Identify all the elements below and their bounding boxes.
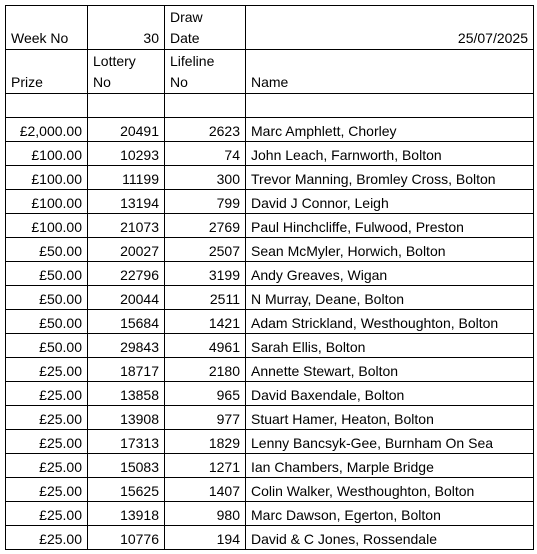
blank-cell bbox=[88, 94, 165, 118]
prize-cell: £25.00 bbox=[6, 454, 88, 478]
winner-name-cell: Sean McMyler, Horwich, Bolton bbox=[246, 238, 534, 262]
lifeline-no-cell: 2623 bbox=[165, 118, 246, 142]
table-row bbox=[6, 166, 534, 190]
table-row bbox=[6, 190, 534, 214]
week-value: 30 bbox=[88, 6, 165, 50]
winner-name-cell: David J Connor, Leigh bbox=[246, 190, 534, 214]
lifeline-no-cell: 194 bbox=[165, 526, 246, 550]
winner-name-cell: Marc Amphlett, Chorley bbox=[246, 118, 534, 142]
lottery-no-cell: 18717 bbox=[88, 358, 165, 382]
table-row bbox=[6, 478, 534, 502]
lottery-no-cell: 17313 bbox=[88, 430, 165, 454]
winner-name-cell: Sarah Ellis, Bolton bbox=[246, 334, 534, 358]
lifeline-no-cell: 1829 bbox=[165, 430, 246, 454]
blank-cell bbox=[165, 94, 246, 118]
lottery-no-cell: 29843 bbox=[88, 334, 165, 358]
prize-cell: £25.00 bbox=[6, 526, 88, 550]
table-row bbox=[6, 454, 534, 478]
lottery-no-cell: 13858 bbox=[88, 382, 165, 406]
lifeline-no-cell: 3199 bbox=[165, 262, 246, 286]
table-row bbox=[6, 430, 534, 454]
column-header-row bbox=[6, 50, 534, 94]
table-row bbox=[6, 118, 534, 142]
lifeline-no-cell: 2511 bbox=[165, 286, 246, 310]
blank-row bbox=[6, 94, 534, 118]
lottery-no-cell: 20027 bbox=[88, 238, 165, 262]
lottery-no-cell: 15625 bbox=[88, 478, 165, 502]
lottery-no-header bbox=[88, 50, 165, 94]
lifeline-no-cell: 977 bbox=[165, 406, 246, 430]
results-table-body bbox=[6, 6, 534, 550]
name-header: Name bbox=[246, 50, 534, 94]
prize-cell: £50.00 bbox=[6, 238, 88, 262]
lottery-no-cell: 10293 bbox=[88, 142, 165, 166]
results-table bbox=[5, 5, 534, 550]
table-row bbox=[6, 358, 534, 382]
prize-cell: £25.00 bbox=[6, 406, 88, 430]
prize-cell: £25.00 bbox=[6, 382, 88, 406]
winner-name-cell: N Murray, Deane, Bolton bbox=[246, 286, 534, 310]
table-row bbox=[6, 214, 534, 238]
table-row bbox=[6, 526, 534, 550]
prize-cell: £50.00 bbox=[6, 334, 88, 358]
table-row bbox=[6, 334, 534, 358]
prize-cell: £100.00 bbox=[6, 190, 88, 214]
table-row bbox=[6, 238, 534, 262]
prize-cell: £50.00 bbox=[6, 286, 88, 310]
prize-cell: £100.00 bbox=[6, 214, 88, 238]
winner-name-cell: Lenny Bancsyk-Gee, Burnham On Sea bbox=[246, 430, 534, 454]
table-row bbox=[6, 310, 534, 334]
draw-date-label-line1: Draw bbox=[170, 9, 203, 25]
lifeline-no-cell: 1407 bbox=[165, 478, 246, 502]
draw-date-value: 25/07/2025 bbox=[246, 6, 534, 50]
winner-name-cell: Annette Stewart, Bolton bbox=[246, 358, 534, 382]
week-row bbox=[6, 6, 534, 50]
lifeline-no-cell: 980 bbox=[165, 502, 246, 526]
table-row bbox=[6, 142, 534, 166]
lifeline-header-line2: No bbox=[170, 74, 188, 90]
prize-cell: £25.00 bbox=[6, 502, 88, 526]
winner-name-cell: Paul Hinchcliffe, Fulwood, Preston bbox=[246, 214, 534, 238]
prize-header: Prize bbox=[6, 50, 88, 94]
winner-name-cell: David & C Jones, Rossendale bbox=[246, 526, 534, 550]
lifeline-no-cell: 2769 bbox=[165, 214, 246, 238]
lottery-no-cell: 20044 bbox=[88, 286, 165, 310]
prize-cell: £25.00 bbox=[6, 478, 88, 502]
lifeline-no-cell: 74 bbox=[165, 142, 246, 166]
prize-cell: £100.00 bbox=[6, 166, 88, 190]
lottery-no-cell: 22796 bbox=[88, 262, 165, 286]
winner-name-cell: David Baxendale, Bolton bbox=[246, 382, 534, 406]
winner-name-cell: John Leach, Farnworth, Bolton bbox=[246, 142, 534, 166]
winner-name-cell: Ian Chambers, Marple Bridge bbox=[246, 454, 534, 478]
lottery-no-cell: 21073 bbox=[88, 214, 165, 238]
draw-date-label-line2: Date bbox=[170, 30, 200, 46]
lifeline-no-cell: 1271 bbox=[165, 454, 246, 478]
lottery-no-cell: 13908 bbox=[88, 406, 165, 430]
lottery-header-line1: Lottery bbox=[93, 53, 136, 69]
lifeline-no-cell: 965 bbox=[165, 382, 246, 406]
winner-name-cell: Andy Greaves, Wigan bbox=[246, 262, 534, 286]
lottery-no-cell: 20491 bbox=[88, 118, 165, 142]
lifeline-no-cell: 4961 bbox=[165, 334, 246, 358]
lottery-no-cell: 15684 bbox=[88, 310, 165, 334]
lottery-no-cell: 13918 bbox=[88, 502, 165, 526]
lottery-no-cell: 13194 bbox=[88, 190, 165, 214]
winner-name-cell: Trevor Manning, Bromley Cross, Bolton bbox=[246, 166, 534, 190]
lifeline-no-cell: 2507 bbox=[165, 238, 246, 262]
prize-cell: £100.00 bbox=[6, 142, 88, 166]
prize-cell: £25.00 bbox=[6, 358, 88, 382]
prize-cell: £25.00 bbox=[6, 430, 88, 454]
table-row bbox=[6, 262, 534, 286]
winner-name-cell: Stuart Hamer, Heaton, Bolton bbox=[246, 406, 534, 430]
lifeline-no-cell: 2180 bbox=[165, 358, 246, 382]
lifeline-no-cell: 300 bbox=[165, 166, 246, 190]
blank-cell bbox=[6, 94, 88, 118]
lottery-no-cell: 15083 bbox=[88, 454, 165, 478]
lifeline-no-cell: 1421 bbox=[165, 310, 246, 334]
lifeline-no-cell: 799 bbox=[165, 190, 246, 214]
lottery-header-line2: No bbox=[93, 74, 111, 90]
winner-name-cell: Marc Dawson, Egerton, Bolton bbox=[246, 502, 534, 526]
winner-name-cell: Colin Walker, Westhoughton, Bolton bbox=[246, 478, 534, 502]
table-row bbox=[6, 406, 534, 430]
table-row bbox=[6, 286, 534, 310]
lifeline-no-header bbox=[165, 50, 246, 94]
prize-cell: £2,000.00 bbox=[6, 118, 88, 142]
prize-cell: £50.00 bbox=[6, 310, 88, 334]
lottery-no-cell: 11199 bbox=[88, 166, 165, 190]
lifeline-header-line1: Lifeline bbox=[170, 53, 215, 69]
prize-cell: £50.00 bbox=[6, 262, 88, 286]
blank-cell bbox=[246, 94, 534, 118]
draw-date-label bbox=[165, 6, 246, 50]
winner-name-cell: Adam Strickland, Westhoughton, Bolton bbox=[246, 310, 534, 334]
week-label: Week No bbox=[6, 6, 88, 50]
table-row bbox=[6, 502, 534, 526]
table-row bbox=[6, 382, 534, 406]
lottery-no-cell: 10776 bbox=[88, 526, 165, 550]
